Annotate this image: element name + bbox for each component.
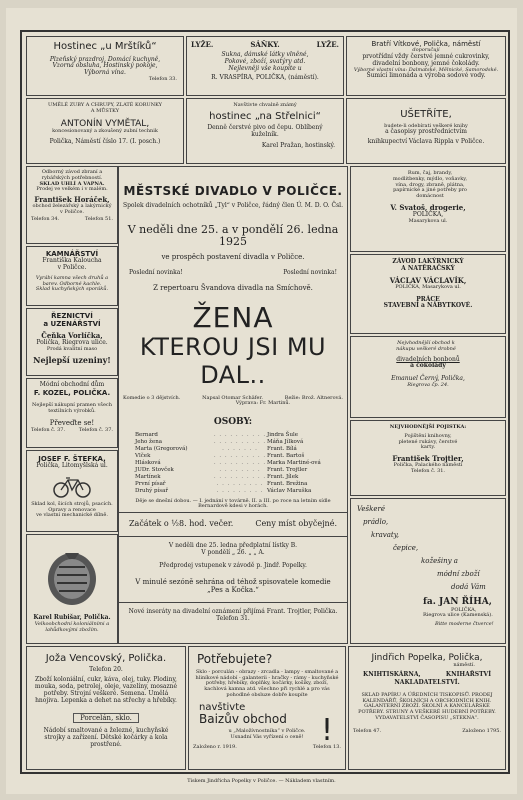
ad-strelnice-line2: Denně čerstvé pivo od čepu. Oblíbený kuželník.	[207, 124, 323, 139]
ad-kozel-line2: Nejlepší nákupní pramen všech textilních výrobků.	[32, 401, 112, 414]
cast-dots: . . . . . . . . .	[216, 480, 264, 487]
cast-row	[119, 439, 347, 446]
play-author: Napsal Otomar Schäfer.	[202, 395, 263, 402]
ad-vitkove-line5: Šumící limonáda a výroba sodové vody.	[366, 72, 486, 80]
ad-vitkove	[346, 36, 506, 96]
ad-trojtler-line3: pletené rukávy, čerstvé karty.	[398, 438, 458, 451]
cast-role: Marta (Gregorová)	[135, 445, 188, 452]
ad-popelka-founded: Založeno 1795.	[462, 727, 501, 734]
ad-vorlicka-title: ŘEZNICTVÍ	[51, 312, 93, 320]
ad-lyze-line2: Pokové, zboží, svatýry atd.	[224, 57, 306, 65]
ad-baiz-title: Potřebujete?	[197, 652, 273, 666]
ad-vorlicka-line3: Nejlepší uzeniny!	[33, 354, 111, 365]
ads-note: Nové inseráty na divadelní oznámení přijímá Frant. Trojtler, Polička.	[128, 607, 338, 615]
cast-role: Bernard	[135, 431, 158, 438]
ad-horacek-name: František Horáček,	[34, 195, 110, 204]
ad-vitkove-line4: Výborné vlastní vína: Dalmatské, Mělnické, Samorodské.	[353, 66, 499, 73]
ad-vitkove-line2: prvotřídní vždy čerstvé jemné cukrovinky,	[362, 52, 490, 60]
ad-popelka-title: Jindřich Popelka, Polička,	[371, 653, 483, 663]
ad-setrite-line3: knihkupectví Václava Rippla v Poličce.	[367, 138, 485, 146]
cast-dots: . . . . . . . . . .	[213, 431, 267, 438]
ad-mrstik-line3: Výborná vína.	[84, 69, 126, 77]
cast-actor: Frant. Trojtler	[267, 466, 308, 473]
play-setting: Děje se dnešní dobou. — I. jednání v továrně. II. a III. po roce na letním sídle Bernardově kdesi v horách.	[135, 497, 331, 510]
ad-kozel-phone2: Telefon č. 37.	[78, 427, 113, 434]
ad-horacek-phone: Telefon 34.	[31, 215, 60, 222]
cast-dots: . . . . . . . . . .	[213, 473, 267, 480]
ad-kozel	[26, 378, 118, 448]
ad-svatos	[350, 166, 506, 252]
play-costumes: Výprava: Fr. Martinů.	[235, 400, 291, 407]
ad-svatos-line3: POLIČKA,	[412, 210, 444, 218]
poster-frame	[20, 30, 510, 774]
ad-baiz-phone: Telefon 13.	[312, 744, 341, 751]
cast-row	[119, 453, 347, 460]
ad-strelnice	[186, 98, 344, 164]
ad-kaloucha-line1: v Poličce.	[57, 263, 87, 271]
theatre-announcement	[118, 166, 348, 644]
novelty-left: Poslední novinka!	[129, 269, 183, 277]
ad-vencovsky	[26, 646, 186, 770]
poster-sheet	[6, 8, 517, 794]
cast-role: První písař	[135, 480, 166, 487]
ad-stefka-name: JOSEF F. ŠTEFKA,	[38, 455, 106, 463]
ad-trojtler-name: František Trojtler,	[392, 454, 464, 463]
cast-row	[119, 474, 347, 481]
ad-vitkove-line3: divadelní bonbony, jemné čokolády.	[372, 59, 480, 67]
ad-trojtler-line1: NEJVHODNĚJŠÍ POJISTKA:	[389, 424, 467, 430]
ad-cerny	[350, 336, 506, 418]
ad-mrstik-title: Hostinec „u Mrštíků“	[53, 41, 157, 52]
presale-sunday: V neděli dne 25. ledna předplatní lístky B.	[168, 542, 298, 550]
printer-footer: Tiskem Jindřicha Popelky v Poličce. — Nákladem vlastním.	[187, 778, 336, 784]
ad-cerny-line2: divadelních bonbonů	[396, 355, 460, 363]
cast-dots: . . . . . . .	[222, 445, 258, 452]
ad-vaclavik-line2: A NATĚRAČSKÝ	[401, 264, 455, 272]
ad-stefka	[26, 450, 118, 532]
ad-popelka-line2: KNIHAŘSTVÍ	[445, 671, 491, 679]
ticket-prices: Ceny míst obyčejné.	[255, 519, 337, 529]
cast-heading: OSOBY:	[213, 417, 253, 428]
cast-actor: Marka Martiné-ová	[267, 459, 321, 466]
ad-vaclavik-line1: ZÁVOD LAKÝRNICKÝ	[392, 258, 464, 265]
ad-baiz-line2: navštivte	[199, 701, 246, 713]
ad-kozel-name: F. KOZEL, POLIČKA.	[33, 388, 111, 397]
last-season-play: „Pes a Kočka.“	[207, 585, 259, 594]
cast-role: Martínek	[135, 473, 161, 480]
ad-lyze-h3: LYŽE.	[316, 40, 339, 49]
ad-svatos-line4: Masarykova ul.	[408, 217, 448, 224]
cast-actor: Frant. Bílá	[267, 445, 297, 452]
ad-lyze-h2: SÁŇKY.	[250, 40, 280, 49]
play-title-line2: KTEROU JSI MU DAL..	[139, 333, 327, 389]
ad-setrite	[346, 98, 506, 164]
ad-strelnice-name: hostinec „na Střelnici“	[209, 110, 321, 122]
ad-rubisar	[26, 534, 118, 644]
ad-vymetal-name: ANTONÍN VYMĚTAL,	[60, 118, 150, 129]
ad-popelka-line3: NAKLADATELSTVÍ.	[394, 679, 460, 687]
cast-actor: Václav Maruška	[267, 487, 312, 494]
cast-row	[119, 481, 347, 488]
ad-popelka-phone: Telefon 47.	[353, 727, 382, 734]
ad-vencovsky-phone: Telefon 20.	[89, 665, 123, 673]
ad-lyze	[186, 36, 344, 96]
start-time: Začátek o ½8. hod. večer.	[129, 519, 234, 529]
presale-monday: V pondělí „ 26. „ „ A.	[201, 548, 265, 556]
ad-rubisar-name: Karel Rubišar, Polička.	[33, 614, 111, 621]
coffee-sack-icon	[45, 547, 99, 607]
ad-kozel-phone: Telefon č. 37.	[31, 427, 66, 434]
ad-riha-line7: dodá Vám	[451, 583, 486, 592]
ad-stefka-line3: ve vlastní mechanické dílně.	[36, 512, 108, 519]
ad-kaloucha-title: KAMNÁŘSTVÍ	[45, 250, 99, 258]
ad-vorlicka-line2: Prodá kvalitní maso	[46, 346, 98, 353]
ad-vencovsky-line2: Nádobí smaltované a železné, kuchyňské strojky a zařízení. Dětské kočárky a kola prostřené.	[43, 726, 169, 748]
cast-row	[119, 460, 347, 467]
ad-kozel-line3: Převeďte se!	[49, 419, 95, 428]
ad-baiz-line3: Baizův obchod	[199, 712, 287, 727]
exclamation-icon: !	[320, 713, 333, 748]
cast-dots: . . . . . . . . . .	[213, 452, 267, 459]
ad-horacek	[26, 166, 118, 244]
ad-mrstik	[26, 36, 184, 96]
ad-stefka-line1: Polička, Litomyšlská ul.	[36, 462, 108, 470]
cast-row	[119, 467, 347, 474]
repertoire-note: Z repertoaru Švandova divadla na Smíchově.	[153, 284, 313, 293]
ad-horacek-phone2: Telefon 51.	[84, 215, 113, 222]
play-director: Režie: Brož. Altnerová.	[284, 395, 343, 402]
ad-horacek-line5: v Poličce.	[60, 208, 84, 215]
cast-row	[119, 446, 347, 453]
novelty-right: Poslední novinka!	[283, 269, 337, 277]
ad-horacek-line4: obchod železářský a lakýrnický	[32, 203, 112, 210]
performance-dates: V neděli dne 25. a v pondělí 26. ledna 1925	[127, 222, 339, 249]
ad-svatos-line1: Rum, čaj, brandy, modlitbenky, mýdlo, voňavky, vína, drogy, zbraně, plátna, papírnické a jiné potřeby pro domácnost	[392, 170, 468, 199]
ad-riha-line3: kravaty,	[371, 531, 399, 540]
cast-dots: . . . . . . . .	[219, 466, 261, 473]
theatre-subtitle: Spolek divadelních ochotníků „Tyl“ v Poličce, řádný člen Ú. M. D. O. Čsl.	[122, 201, 343, 209]
ad-vaclavik-line5: PRÁCE	[416, 295, 440, 303]
ad-trojtler-phone: Telefon č. 31.	[410, 467, 446, 474]
last-season-note: V minulé sezóně sehrána od téhož spisovatele komedie	[135, 577, 331, 586]
ad-vaclavik	[350, 254, 506, 334]
ad-vorlicka-title2: a UZENÁŘSTVÍ	[43, 320, 101, 329]
ad-strelnice-line3: Karel Pražan, hostinský.	[261, 142, 335, 150]
ad-popelka-line4: SKLAD PAPÍRU A ÚŘEDNÍCH TISKOPISŮ. PRODEJ KALENDÁŘŮ, ŠKOLNÍCH A OBCHODNÍCH KNIH. GALANTERNÍ ZBOŽÍ. ŠKOLNÍ A KANCELÁŘSKÉ POTŘEBY. STRUNY A VEŠKERÉ HUDEBNÍ POTŘEBY. VYDAVATELSTVÍ ČASOPISU „STEKNA“.	[358, 691, 496, 721]
ad-riha-name: fa. JAN ŘÍHA,	[423, 597, 492, 608]
ad-kaloucha	[26, 246, 118, 306]
ticket-presale: Předprodej vstupenek v závodě p. Jindř. Popelky.	[159, 561, 307, 569]
cast-actor: Jindra Šule	[267, 431, 299, 438]
ad-cerny-line3: a čokolády	[410, 362, 446, 370]
ad-vorlicka	[26, 308, 118, 376]
ad-vencovsky-line1: Zboží koloniální, cukr, káva, olej, tuky. Plodiny, mouka, soda, petrolej, oleje, vazelíny, mosazné potřeby. Strojní veškeré. Semena. Umělá hnojiva. Lepenka a dehet na střechy a hřebíky.	[34, 676, 178, 705]
play-genre: Komedie o 3 dějstvích.	[123, 395, 181, 402]
cast-role: JUDr. Stovček	[135, 466, 174, 473]
ad-horacek-line1: Odborný závod zbraní a rybářských potřebností.	[41, 169, 103, 181]
ad-kaloucha-name: Františka Kaloucha	[42, 257, 102, 265]
ad-baiz-founded: Založeno r. 1919.	[193, 744, 237, 751]
ad-riha	[350, 498, 506, 644]
ad-trojtler-line4: Polička, Palackého náměstí	[393, 462, 463, 469]
cast-actor: Frant. Jílek	[267, 473, 299, 480]
bicycle-icon	[52, 474, 92, 498]
ad-vitkove-title: Bratří Vítkové, Polička, náměstí	[371, 40, 481, 48]
ad-vymetal	[26, 98, 184, 164]
cast-actor: Máňa Jílková	[267, 438, 304, 445]
ad-trojtler-line2: Pojištění knihovny,	[404, 432, 452, 439]
ad-mrstik-phone: Telefon 33.	[148, 76, 177, 83]
cast-role: Vlček	[135, 452, 151, 459]
ad-popelka	[348, 646, 506, 770]
ad-stefka-line2: Sklad kol, šicích strojů, psacích. Opravy a renovace	[31, 500, 113, 513]
ad-cerny-line1: Nejvhodnější obchod k nákupu veškeré drobné	[396, 340, 456, 352]
ad-vitkove-line1: doporučují	[412, 47, 440, 54]
ad-vorlicka-name: Čeňka Vorlíčka,	[41, 331, 103, 341]
ad-baiz	[188, 646, 346, 770]
cast-dots: . . . . . . . . . .	[213, 459, 267, 466]
ad-riha-line1: Veškeré	[357, 505, 386, 513]
ad-riha-line8: POLIČKA,	[451, 606, 477, 613]
ad-strelnice-line1: Navštivte chvalně známý	[233, 102, 297, 108]
cast-row	[119, 432, 347, 439]
ad-popelka-line1: KNIHTISKÁRNA,	[363, 671, 421, 679]
ad-vymetal-line1: UMĚLÉ ZUBY A CHRUPY, ZLATÉ KORUNKY	[48, 102, 162, 108]
ad-baiz-line5: Usnadní Vás vyřízení o ceně!	[230, 733, 304, 740]
ad-kozel-line1: Módní obchodní dům	[39, 381, 105, 388]
cast-actor: Frant. Brežina	[267, 480, 308, 487]
ad-baiz-line1: Sklo - porculán - obrazy - zrcadla - lampy - smaltované a hliníkové nádobí - galanterii - hračky - rámy - kuchyňské potřeby, hřebíky, doplňky, kočárky, košíky, zboží, kachlová kamna atd. všechno při rychlé a pro vás pohodlné obsluze dobře koupíte	[195, 668, 339, 698]
ad-svatos-line2: V. Svatoš, drogerie,	[390, 202, 466, 212]
cast-dots: . . . . . . . . .	[216, 487, 264, 494]
cast-row	[119, 488, 347, 495]
theatre-title: MĚSTSKÉ DIVADLO V POLIČCE.	[123, 184, 343, 198]
ad-vaclavik-line4: POLIČKA, Masarykova ul.	[395, 283, 461, 290]
ad-vencovsky-pill: Porcelán, sklo.	[73, 713, 139, 723]
ad-vymetal-addr: Polička, Náměstí číslo 17. (I. posch.)	[49, 137, 161, 145]
ads-phone: Telefon 31.	[216, 614, 250, 622]
ad-setrite-line1: budete-li odebírati veškeré knihy	[384, 122, 468, 129]
ad-lyze-line3: Nejlevněji vše koupíte u	[228, 64, 302, 72]
ad-vaclavik-line6: STAVEBNÍ a NÁBYTKOVÉ.	[383, 302, 473, 310]
ad-popelka-line0: náměstí.	[453, 662, 475, 669]
ad-cerny-addr: Riegrova čp. 24.	[407, 382, 449, 389]
ad-riha-line9: Riegrova ulice (Kamenská).	[423, 612, 493, 619]
ad-lyze-name: R. VRASPÍRA, POLIČKA, (náměstí).	[211, 73, 319, 81]
ad-vymetal-line3: koncesionovaný a zkoušený zubní technik	[52, 127, 158, 134]
ad-lyze-h1: LYŽE.	[191, 40, 214, 49]
ad-cerny-name: Emanuel Černý, Polička,	[391, 375, 465, 383]
cast-role: Druhý písař	[135, 487, 168, 494]
ad-trojtler	[350, 420, 506, 496]
ad-vorlicka-line1: Polička, Riegrova ulice.	[36, 339, 108, 347]
cast-dots: . . . . . . . . . .	[213, 438, 267, 445]
ad-rubisar-line1: Velkoobchodní koloniálními a lahůdkovými zbožím.	[34, 620, 110, 633]
ad-vencovsky-title: Joža Vencovský, Polička.	[45, 653, 167, 664]
ad-riha-line4: čepice,	[393, 544, 419, 553]
ad-kaloucha-line3: Sklad kuchyňských sporáků.	[35, 286, 109, 293]
ad-setrite-title: UŠETŘÍTE,	[400, 109, 452, 120]
ad-setrite-line2: a časopisy prostřednictvím	[385, 128, 467, 136]
cast-role: Jeho žena	[135, 438, 163, 445]
ad-horacek-line3: Prodej ve velkém i v malém.	[36, 186, 108, 193]
performance-purpose: ve prospěch postavení divadla v Poličce.	[161, 252, 305, 261]
cast-actor: Frant. Bartoš	[267, 452, 305, 459]
ad-lyze-line1: Sukna, dámské látky vlněné,	[221, 51, 309, 58]
play-title-line1: ŽENA	[192, 301, 274, 335]
ad-riha-line6: módní zboží	[437, 570, 480, 579]
ad-kaloucha-line2: Vyrábí kamna všech druhů a barev. Odborné kachle.	[35, 274, 109, 287]
ad-riha-line10: Bitte moderne čtverce!	[435, 621, 494, 628]
ad-riha-line2: prádlo,	[363, 518, 389, 527]
ad-vaclavik-line3: VÁCLAV VÁCLAVÍK,	[389, 275, 467, 285]
ad-baiz-line4: u „Maložívnostníka“ v Poličce.	[228, 727, 306, 734]
ad-mrstik-line2: Vzorná obsluha, Hostinský pokoje,	[52, 62, 158, 70]
ad-riha-line5: kožešiny a	[421, 557, 458, 566]
ad-vymetal-line2: A MŮSTKY	[90, 107, 120, 114]
ad-mrstik-line1: Plzeňský prazdroj, Domácí kuchyně,	[49, 55, 161, 63]
ad-horacek-line2: SKLAD UHLÍ A VAPNA.	[39, 180, 105, 187]
cast-list	[119, 432, 347, 495]
cast-role: Hlásková	[135, 459, 161, 466]
